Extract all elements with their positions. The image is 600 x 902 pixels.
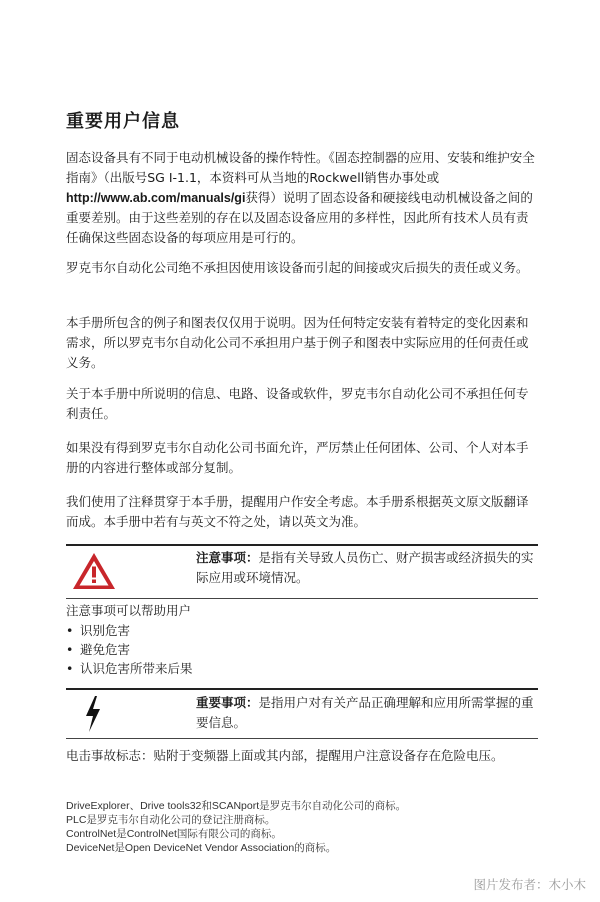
- list-item: • 认识危害所带来后果: [66, 659, 193, 678]
- patent-paragraph: 关于本手册中所说明的信息、电路、设备或软件，罗克韦尔自动化公司不承担任何专利责任。: [66, 386, 529, 421]
- attention-help-intro: 注意事项可以帮助用户: [66, 603, 192, 618]
- shock-hazard-note: 电击事故标志：贴附于变频器上面或其内部，提醒用户注意设备存在危险电压。: [66, 748, 504, 763]
- intro-text-2: 获得）说明了固态设备和硬接线电动机械设备之间的重要差别。由于这些差别的存在以及固态设备应用的多样性，因此所有技术人员有责任确保这些固态设备的每项应用是可行的。: [66, 190, 533, 245]
- attention-label: 注意事项：: [196, 550, 259, 565]
- list-item: • 识别危害: [66, 621, 193, 640]
- copy-paragraph: 如果没有得到罗克韦尔自动化公司书面允许，严厉禁止任何团体、公司、个人对本手册的内容进行整体或部分复制。: [66, 440, 529, 475]
- trademark-notes: [66, 799, 406, 855]
- publisher-watermark: 图片发布者：木小木: [473, 877, 586, 892]
- examples-paragraph: 本手册所包含的例子和图表仅仅用于说明。因为任何特定安装有着特定的变化因素和需求，所以罗克韦尔自动化公司不承担用户基于例子和图表中实际应用的任何责任或义务。: [66, 315, 529, 370]
- trademark-line: PLC是罗克韦尔自动化公司的登记注册商标。: [66, 814, 276, 826]
- important-text: 是指用户对有关产品正确理解和应用所需掌握的重要信息。: [196, 695, 534, 730]
- lightning-bolt-icon: [82, 694, 104, 738]
- attention-box-text: [196, 548, 538, 588]
- trademark-line: DeviceNet是Open DeviceNet Vendor Association的商标。: [66, 842, 337, 854]
- list-item: • 避免危害: [66, 640, 193, 659]
- intro-text-1: 固态设备具有不同于电动机械设备的操作特性。《固态控制器的应用、安装和维护安全指南》（出版号SG I-1.1，本资料可从当地的Rockwell销售办事处或: [66, 150, 535, 185]
- attention-bottom-rule: [66, 598, 538, 599]
- intro-paragraph: [66, 148, 538, 248]
- manuals-url[interactable]: http://www.ab.com/manuals/gi: [66, 191, 246, 205]
- attention-text: 是指有关导致人员伤亡、财产损害或经济损失的实际应用或环境情况。: [196, 550, 534, 585]
- important-top-rule: [66, 688, 538, 690]
- attention-top-rule: [66, 544, 538, 546]
- warning-triangle-icon: [70, 550, 118, 596]
- important-bottom-rule: [66, 738, 538, 739]
- notes-paragraph: 我们使用了注释贯穿于本手册，提醒用户作安全考虑。本手册系根据英文原文版翻译而成。本手册中若有与英文不符之处，请以英文为准。: [66, 494, 529, 529]
- important-label: 重要事项：: [196, 695, 259, 710]
- important-box-text: [196, 693, 538, 733]
- page-title: 重要用户信息: [66, 111, 180, 132]
- trademark-line: DriveExplorer、Drive tools32和SCANport是罗克韦尔自动化公司的商标。: [66, 800, 407, 812]
- attention-help-list: [66, 621, 193, 678]
- trademark-line: ControlNet是ControlNet国际有限公司的商标。: [66, 828, 282, 840]
- liability-paragraph: 罗克韦尔自动化公司绝不承担因使用该设备而引起的间接或灾后损失的责任或义务。: [66, 260, 529, 275]
